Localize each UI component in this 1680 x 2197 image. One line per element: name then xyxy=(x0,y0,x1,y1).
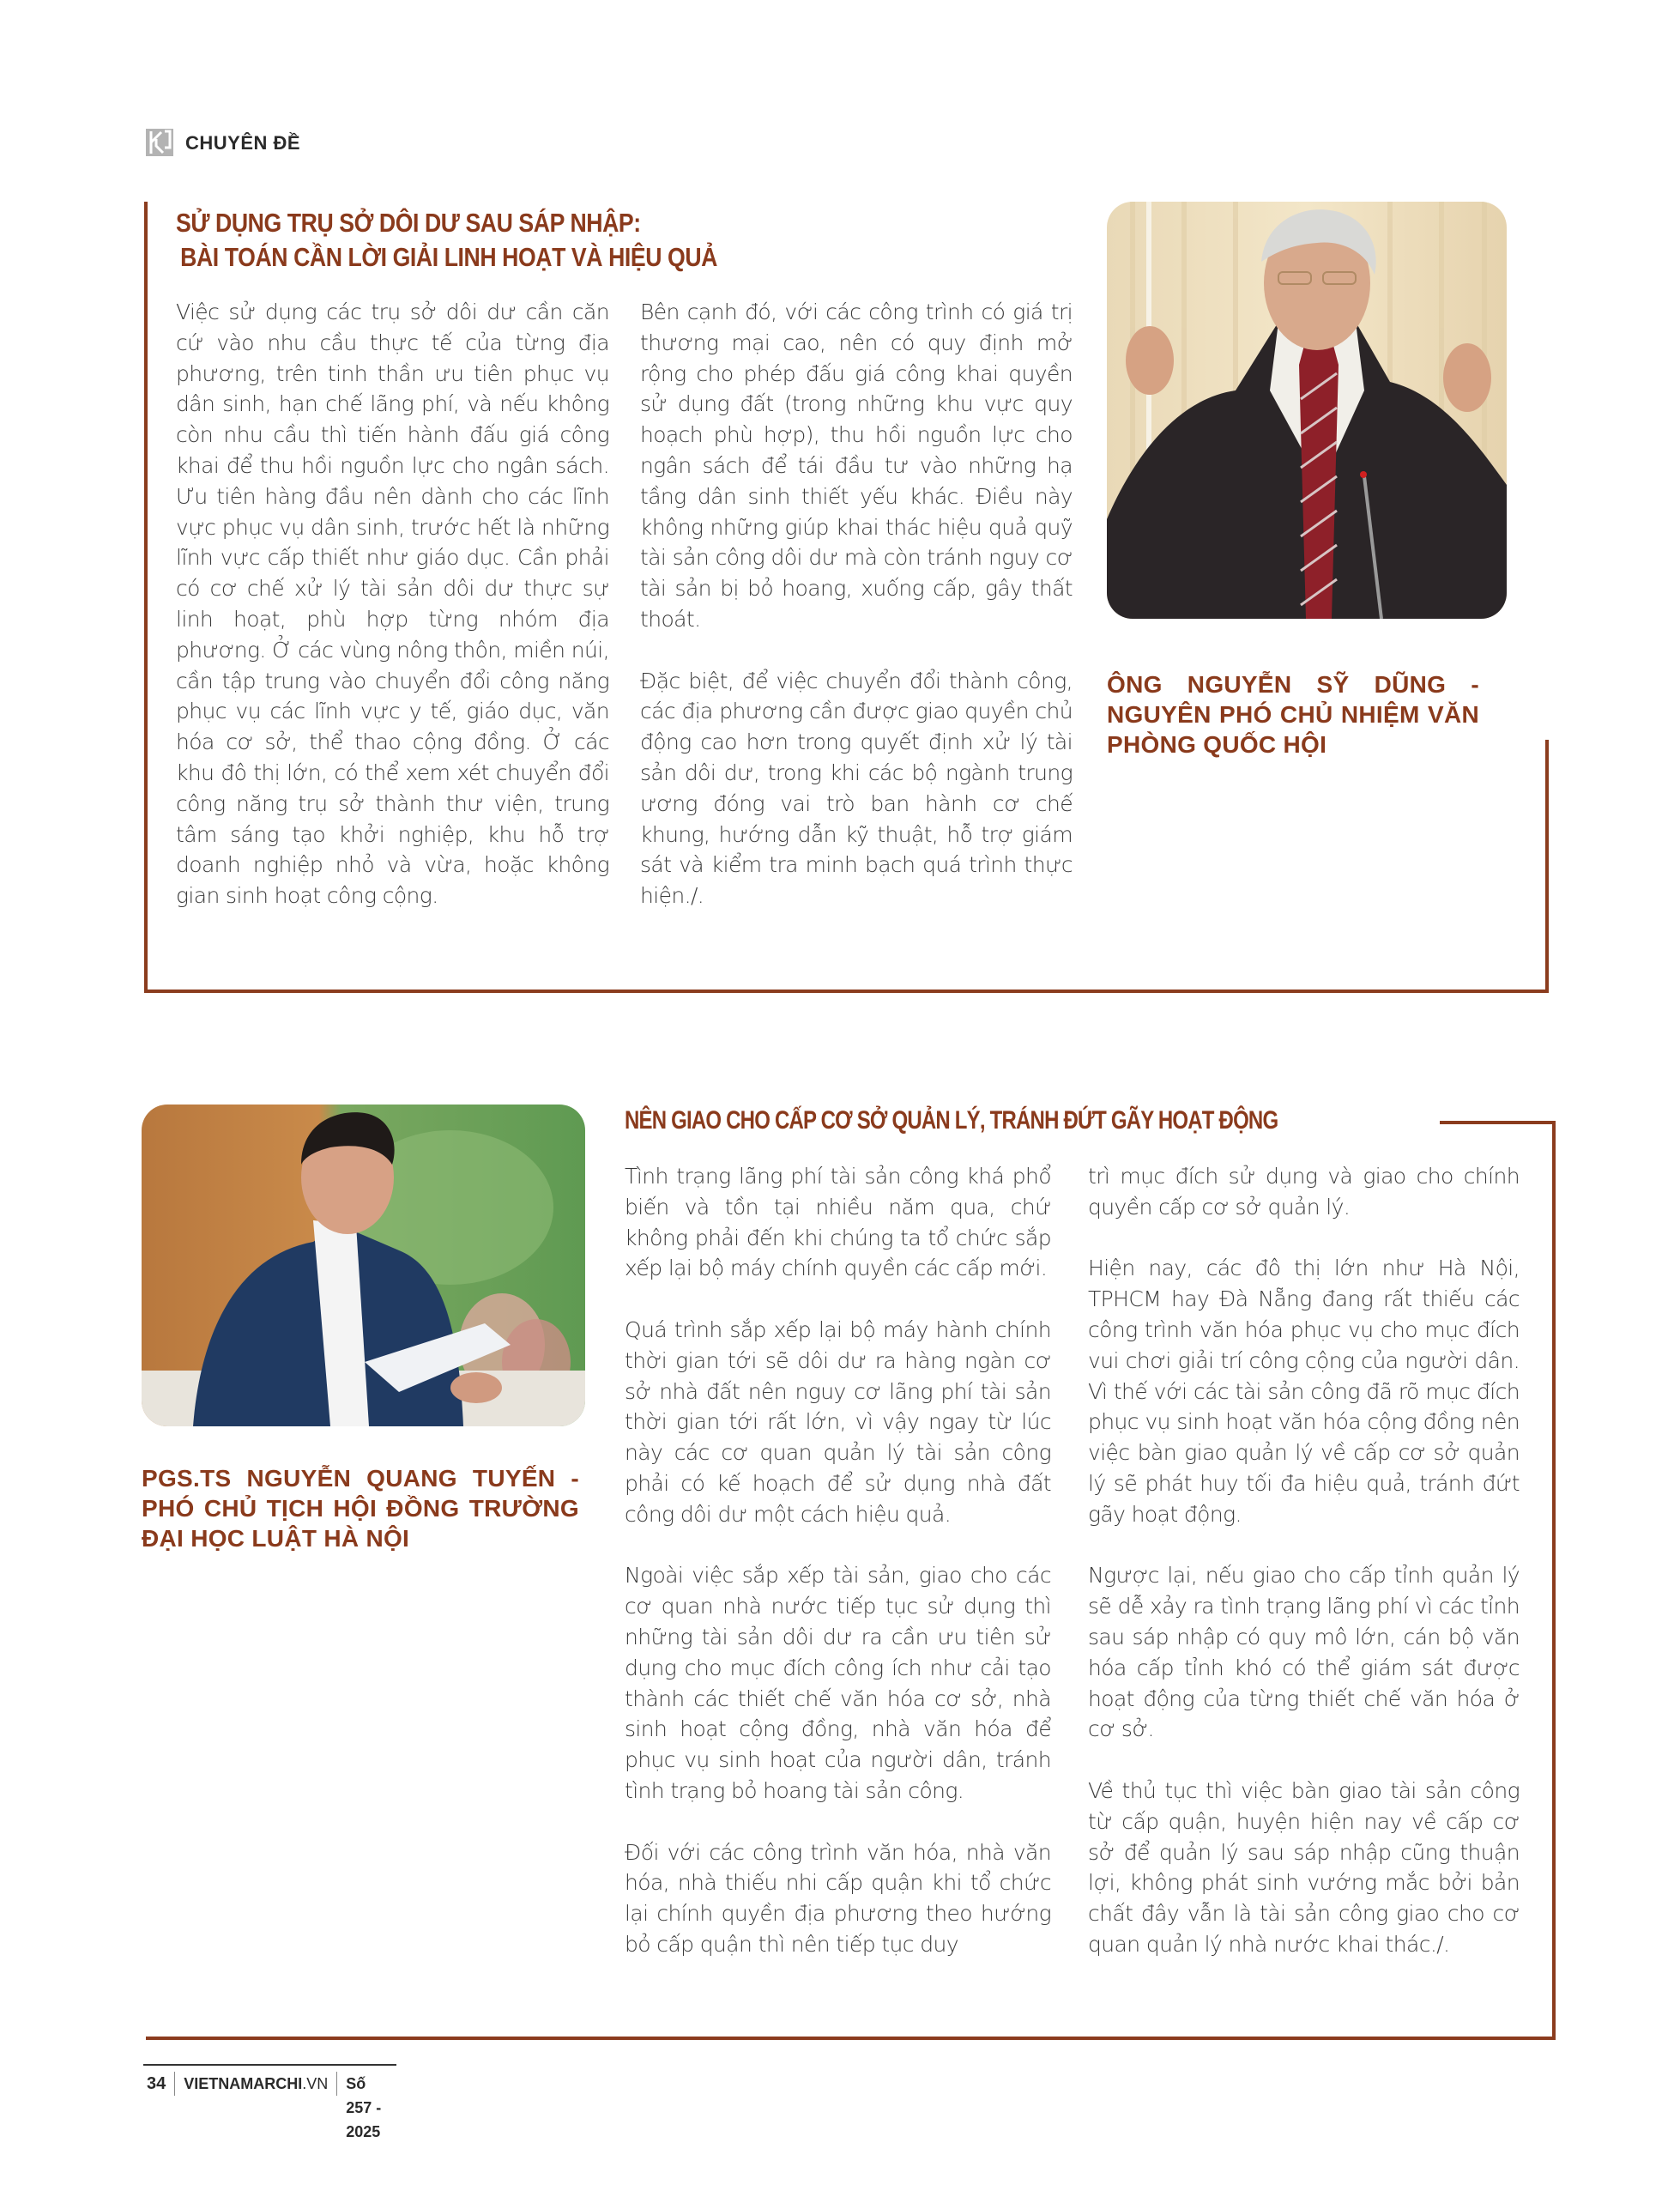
portrait-photo-nguyen-sy-dung xyxy=(1107,202,1507,619)
paragraph: Việc sử dụng các trụ sở dôi dư cần căn cứ vào nhu cầu thực tế của từng địa phương, trên tinh thần ưu tiên phục vụ dân sinh, hạn chế lãng phí, và nếu không còn nhu cầu thì tiến hành đấu giá công khai để thu hồi nguồn lực cho ngân sách. Ưu tiên hàng đầu nên dành cho các lĩnh vực phục vụ dân sinh, trước hết là những lĩnh vực cấp thiết như giáo dục. Cần phải có cơ chế xử lý tài sản dôi dư thực sự linh hoạt, phù hợp từng nhóm địa phương. Ở các vùng nông thôn, miền núi, cần tập trung vào chuyển đổi công năng phục vụ các lĩnh vực y tế, giáo dục, văn hóa cơ sở, thể thao cộng đồng. Ở các khu đô thị lớn, có thể xem xét chuyển đổi công năng trụ sở thành thư viện, trung tâm sáng tạo khởi nghiệp, khu hỗ trợ doanh nghiệp nhỏ và vừa, hoặc không gian sinh hoạt công cộng. xyxy=(176,300,609,909)
section1-title-line2: BÀI TOÁN CẦN LỜI GIẢI LINH HOẠT VÀ HIỆU QUẢ xyxy=(180,242,717,272)
issue-number: Số 257 - 2025 xyxy=(346,2075,382,2140)
paragraph: Về thủ tục thì việc bàn giao tài sản công từ cấp quận, huyện hiện nay về cấp cơ sở để quản lý sau sáp nhập cũng thuận lợi, không phát sinh vướng mắc bởi bản chất đây vẫn là tài sản công giao cho cơ quan quản lý nhà nước khai thác./. xyxy=(1088,1777,1520,1957)
portrait-photo-nguyen-quang-tuyen xyxy=(142,1105,585,1426)
site-name xyxy=(175,2072,337,2096)
page-footer xyxy=(143,2064,396,2140)
paragraph: Ngược lại, nếu giao cho cấp tỉnh quản lý sẽ dễ xảy ra tình trạng lãng phí vì các tỉnh sau sáp nhập có quy mô lớn, cán bộ văn hóa cấp tỉnh khó có thể giám sát được hoạt động của từng thiết chế văn hóa ở cơ sở. xyxy=(1088,1563,1520,1742)
section2-bottom-rule xyxy=(146,2037,1556,2040)
paragraph: Ngoài việc sắp xếp tài sản, giao cho các cơ quan nhà nước tiếp tục sử dụng thì những tài sản dôi dư ra cần ưu tiên sử dụng cho mục đích công ích như cải tạo thành các thiết chế văn hóa cơ sở, nhà sinh hoạt cộng đồng, nhà văn hóa để phục vụ sinh hoạt của người dân, tránh tình trạng bỏ hoang tài sản công. xyxy=(625,1563,1051,1803)
kts-logo-icon xyxy=(146,129,173,156)
paragraph: trì mục đích sử dụng và giao cho chính quyền cấp cơ sở quản lý. xyxy=(1088,1164,1520,1220)
section2-column-1 xyxy=(625,1161,1051,1960)
section2-column-2 xyxy=(1088,1161,1520,1960)
section1-column-1 xyxy=(176,297,609,911)
section2-title: NÊN GIAO CHO CẤP CƠ SỞ QUẢN LÝ, TRÁNH ĐỨT GÃY HOẠT ĐỘNG xyxy=(625,1106,1278,1135)
section2-right-rule xyxy=(1552,1121,1556,2040)
section1-left-rule xyxy=(144,202,148,993)
paragraph: Bên cạnh đó, với các công trình có giá trị thương mại cao, nên có quy định mở rộng cho phép đấu giá công khai quyền sử dụng đất (trong những khu vực quy hoạch phù hợp), thu hồi nguồn lực cho ngân sách để tái đầu tư vào những hạ tầng dân sinh thiết yếu khác. Điều này không những giúp khai thác hiệu quả quỹ tài sản công dôi dư mà còn tránh nguy cơ tài sản bị bỏ hoang, xuống cấp, gây thất thoát. xyxy=(640,300,1073,632)
section1-right-rule xyxy=(1545,740,1549,993)
paragraph: Quá trình sắp xếp lại bộ máy hành chính thời gian tới sẽ dôi dư ra hàng ngàn cơ sở nhà đất nên nguy cơ lãng phí tài sản thời gian tới rất lớn, vì vậy ngay từ lúc này các cơ quan quản lý tài sản công phải có kế hoạch để sử dụng nhà đất công dôi dư một cách hiệu quả. xyxy=(625,1316,1051,1527)
section1-bottom-rule xyxy=(144,990,1549,993)
paragraph: Đối với các công trình văn hóa, nhà văn hóa, nhà thiếu nhi cấp quận khi tổ chức lại chính quyền địa phương theo hướng bỏ cấp quận thì nên tiếp tục duy xyxy=(625,1839,1051,1957)
paragraph: Hiện nay, các đô thị lớn như Hà Nội, TPHCM hay Đà Nẵng đang rất thiếu các công trình văn hóa phục vụ cho mục đích vui chơi giải trí công cộng của người dân. Vì thế với các tài sản công đã rõ mục đích phục vụ sinh hoạt văn hóa cộng đồng nên việc bàn giao quản lý về cấp cơ sở quản lý sẽ phát huy tối đa hiệu quả, tránh đứt gãy hoạt động. xyxy=(1088,1256,1520,1527)
caption-nguyen-quang-tuyen: PGS.TS NGUYỄN QUANG TUYẾN - PHÓ CHỦ TỊCH HỘI ĐỒNG TRƯỜNG ĐẠI HỌC LUẬT HÀ NỘI xyxy=(142,1465,579,1552)
site-name-bold: VIETNAMARCHI xyxy=(184,2075,303,2092)
section2-top-rule xyxy=(1440,1121,1556,1124)
paragraph: Tình trạng lãng phí tài sản công khá phổ biến và tồn tại nhiều năm qua, chứ không phải đến khi chúng ta tổ chức sắp xếp lại bộ máy chính quyền các cấp mới. xyxy=(625,1164,1051,1281)
page-number: 34 xyxy=(143,2072,175,2096)
section1-title-line1: SỬ DỤNG TRỤ SỞ DÔI DƯ SAU SÁP NHẬP: xyxy=(176,208,641,238)
portrait-image xyxy=(142,1105,585,1426)
site-name-suffix: .VN xyxy=(302,2075,329,2092)
section1-column-2 xyxy=(640,297,1073,911)
portrait-image xyxy=(1107,202,1507,619)
section-label: CHUYÊN ĐỀ xyxy=(185,132,301,154)
paragraph: Đặc biệt, để việc chuyển đổi thành công, các địa phương cần được giao quyền chủ động cao hơn trong quyết định xử lý tài sản dôi dư, trong khi các bộ ngành trung ương đóng vai trò ban hành cơ chế khung, hướng dẫn kỹ thuật, hỗ trợ giám sát và kiểm tra minh bạch quá trình thực hiện./. xyxy=(640,668,1073,909)
section1-title xyxy=(176,206,717,275)
caption-nguyen-sy-dung: ÔNG NGUYỄN SỸ DŨNG - NGUYÊN PHÓ CHỦ NHIỆM VĂN PHÒNG QUỐC HỘI xyxy=(1107,671,1479,758)
